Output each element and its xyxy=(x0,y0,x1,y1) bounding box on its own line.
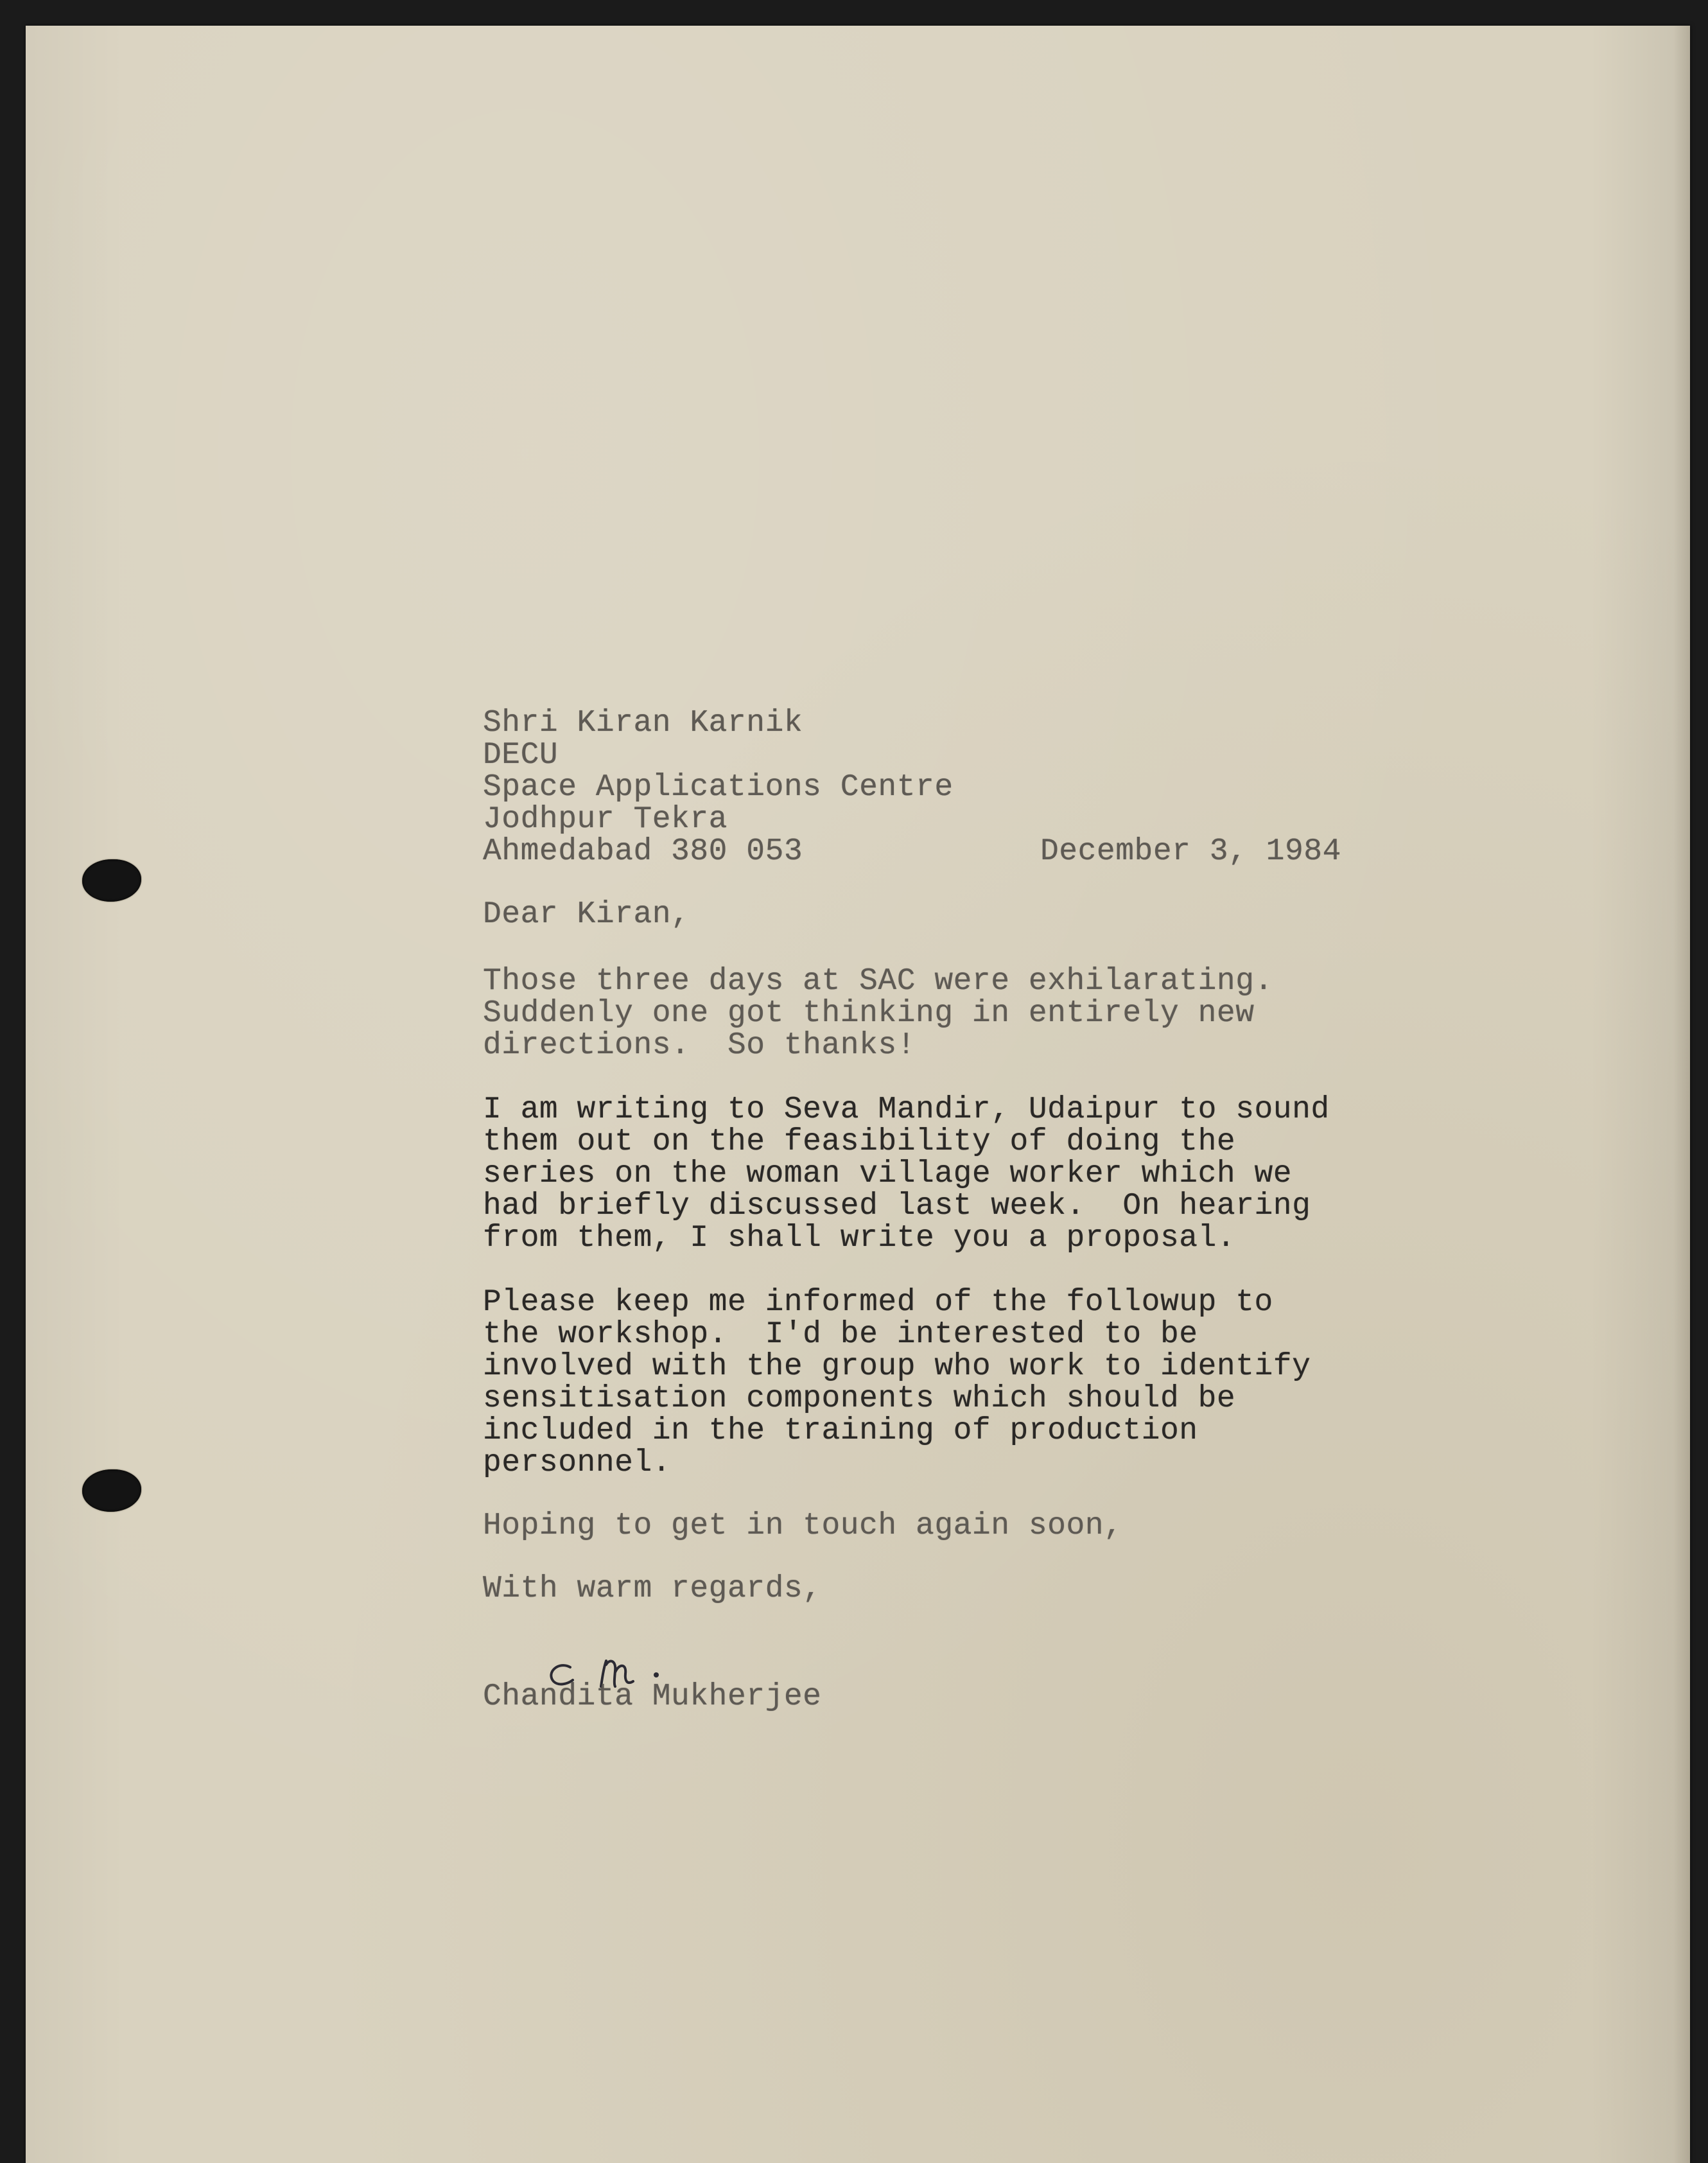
paper-edge xyxy=(1673,26,1690,2163)
para1-line1: Those three days at SAC were exhilarating. xyxy=(483,964,1273,999)
letter-date: December 3, 1984 xyxy=(1040,834,1341,869)
punch-hole-top xyxy=(82,859,141,902)
para1-line3: directions. So thanks! xyxy=(483,1028,916,1063)
para3-line5: included in the training of production xyxy=(483,1414,1198,1448)
signatory-name: Chandita Mukherjee xyxy=(483,1679,822,1714)
address-line-locality: Jodhpur Tekra xyxy=(483,802,728,837)
para3-line2: the workshop. I'd be interested to be xyxy=(483,1317,1198,1352)
valediction: With warm regards, xyxy=(483,1572,822,1606)
closing-line: Hoping to get in touch again soon, xyxy=(483,1509,1123,1543)
para2-line2: them out on the feasibility of doing the xyxy=(483,1125,1236,1159)
para3-line1: Please keep me informed of the followup to xyxy=(483,1285,1273,1320)
para2-line3: series on the woman village worker which we xyxy=(483,1157,1293,1191)
para3-line3: involved with the group who work to identify xyxy=(483,1349,1311,1384)
address-line-name: Shri Kiran Karnik xyxy=(483,706,803,740)
para2-line5: from them, I shall write you a proposal. xyxy=(483,1221,1236,1256)
para3-line6: personnel. xyxy=(483,1446,672,1480)
para2-line4: had briefly discussed last week. On hearing xyxy=(483,1189,1311,1223)
letter-page xyxy=(26,26,1690,2163)
address-line-city: Ahmedabad 380 053 xyxy=(483,834,803,869)
para2-line1: I am writing to Seva Mandir, Udaipur to sound xyxy=(483,1092,1330,1127)
address-line-dept: DECU xyxy=(483,738,559,773)
address-line-org: Space Applications Centre xyxy=(483,770,954,805)
para1-line2: Suddenly one got thinking in entirely new xyxy=(483,996,1255,1031)
salutation: Dear Kiran, xyxy=(483,897,690,932)
punch-hole-bottom xyxy=(82,1469,141,1512)
para3-line4: sensitisation components which should be xyxy=(483,1381,1236,1416)
